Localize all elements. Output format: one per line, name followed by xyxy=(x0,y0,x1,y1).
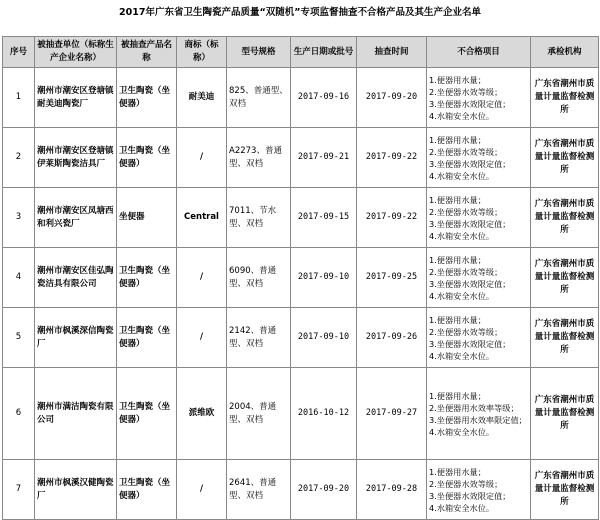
issue-item: 2.坐便器水效等级； xyxy=(429,86,503,97)
header-issues: 不合格项目 xyxy=(427,37,531,68)
production-date: 2016-10-12 xyxy=(291,368,357,460)
issue-item: 2.坐便器水效等级； xyxy=(429,266,503,277)
brand-name: Central xyxy=(177,188,227,248)
issue-item: 3.坐便器用水效率限定值； xyxy=(429,414,527,425)
product-name: 卫生陶瓷（坐便器） xyxy=(117,368,177,460)
brand-name: / xyxy=(177,248,227,308)
issues-list xyxy=(427,308,531,368)
company-name: 潮州市潮安区佳弘陶瓷洁具有限公司 xyxy=(35,248,117,308)
table-row xyxy=(3,460,599,520)
production-date: 2017-09-20 xyxy=(291,460,357,520)
issue-item: 4.水箱安全水位。 xyxy=(429,350,495,361)
document-title: 2017年广东省卫生陶瓷产品质量“双随机”专项监督抽查不合格产品及其生产企业名单 xyxy=(119,7,481,18)
issue-item: 3.坐便器水效限定值； xyxy=(429,490,511,501)
row-number: 5 xyxy=(3,308,35,368)
issue-item: 1.便器用水量； xyxy=(429,466,486,477)
table-row xyxy=(3,248,599,308)
row-number: 6 xyxy=(3,368,35,460)
header-model: 型号规格 xyxy=(227,37,291,68)
brand-name: / xyxy=(177,128,227,188)
issue-item: 2.坐便器水效等级； xyxy=(429,326,503,337)
company-name: 潮州市潮安区登塘镇耐美迪陶瓷厂 xyxy=(35,68,117,128)
issue-item: 1.便器用水量； xyxy=(429,194,486,205)
production-date: 2017-09-10 xyxy=(291,248,357,308)
issues-list xyxy=(427,248,531,308)
model-spec: 2142、普通型、双档 xyxy=(227,308,291,368)
product-name: 卫生陶瓷（坐便器） xyxy=(117,248,177,308)
row-number: 7 xyxy=(3,460,35,520)
model-spec: 2641、普通型、双档 xyxy=(227,460,291,520)
issue-item: 1.便器用水量； xyxy=(429,314,486,325)
production-date: 2017-09-15 xyxy=(291,188,357,248)
issue-item: 4.水箱安全水位。 xyxy=(429,502,495,513)
testing-agency: 广东省潮州市质量计量监督检测所 xyxy=(531,248,599,308)
issue-item: 3.坐便器水效限定值； xyxy=(429,218,511,229)
table-row xyxy=(3,368,599,460)
testing-agency: 广东省潮州市质量计量监督检测所 xyxy=(531,188,599,248)
header-company: 被抽查单位（标称生产企业名称） xyxy=(35,37,117,68)
issue-item: 1.便器用水量； xyxy=(429,254,486,265)
issues-list xyxy=(427,128,531,188)
issue-item: 2.坐便器用水效率等级； xyxy=(429,402,519,413)
issue-item: 4.水箱安全水位。 xyxy=(429,110,495,121)
issues-list xyxy=(427,460,531,520)
header-no: 序号 xyxy=(3,37,35,68)
product-name: 卫生陶瓷（坐便器） xyxy=(117,460,177,520)
table-row xyxy=(3,128,599,188)
testing-agency: 广东省潮州市质量计量监督检测所 xyxy=(531,308,599,368)
model-spec: A2273、普通型、双档 xyxy=(227,128,291,188)
check-date: 2017-09-22 xyxy=(357,188,427,248)
row-number: 4 xyxy=(3,248,35,308)
production-date: 2017-09-10 xyxy=(291,308,357,368)
issue-item: 1.便器用水量； xyxy=(429,390,486,401)
header-product: 被抽查产品名称 xyxy=(117,37,177,68)
model-spec: 6090、普通型、双档 xyxy=(227,248,291,308)
issue-item: 2.坐便器水效等级； xyxy=(429,146,503,157)
header-check-time: 抽查时间 xyxy=(357,37,427,68)
table-row xyxy=(3,68,599,128)
company-name: 潮州市满洁陶瓷有限公司 xyxy=(35,368,117,460)
issue-item: 3.坐便器水效限定值； xyxy=(429,278,511,289)
issue-item: 1.便器用水量； xyxy=(429,134,486,145)
header-agency: 承检机构 xyxy=(531,37,599,68)
nonconforming-products-table xyxy=(2,36,599,520)
issue-item: 4.水箱安全水位。 xyxy=(429,230,495,241)
issue-item: 2.坐便器水效等级； xyxy=(429,478,503,489)
issues-list xyxy=(427,368,531,460)
testing-agency: 广东省潮州市质量计量监督检测所 xyxy=(531,128,599,188)
testing-agency: 广东省潮州市质量计量监督检测所 xyxy=(531,460,599,520)
product-name: 卫生陶瓷（坐便器） xyxy=(117,68,177,128)
production-date: 2017-09-21 xyxy=(291,128,357,188)
check-date: 2017-09-20 xyxy=(357,68,427,128)
model-spec: 825、普通型、双档 xyxy=(227,68,291,128)
issue-item: 3.坐便器水效限定值； xyxy=(429,338,511,349)
row-number: 1 xyxy=(3,68,35,128)
brand-name: / xyxy=(177,308,227,368)
issue-item: 4.水箱安全水位。 xyxy=(429,426,495,437)
brand-name: / xyxy=(177,460,227,520)
check-date: 2017-09-27 xyxy=(357,368,427,460)
company-name: 潮州市枫溪汉健陶瓷厂 xyxy=(35,460,117,520)
company-name: 潮州市枫溪深信陶瓷厂 xyxy=(35,308,117,368)
check-date: 2017-09-22 xyxy=(357,128,427,188)
issue-item: 4.水箱安全水位。 xyxy=(429,290,495,301)
issues-list xyxy=(427,188,531,248)
testing-agency: 广东省潮州市质量计量监督检测所 xyxy=(531,368,599,460)
model-spec: 2004、普通型、双档 xyxy=(227,368,291,460)
row-number: 3 xyxy=(3,188,35,248)
product-name: 卫生陶瓷（坐便器） xyxy=(117,308,177,368)
issues-list xyxy=(427,68,531,128)
header-brand: 商标（标称） xyxy=(177,37,227,68)
issue-item: 2.坐便器水效等级； xyxy=(429,206,503,217)
product-name: 坐便器 xyxy=(117,188,177,248)
row-number: 2 xyxy=(3,128,35,188)
issue-item: 4.水箱安全水位。 xyxy=(429,170,495,181)
company-name: 潮州市潮安区凤塘西和利兴瓷厂 xyxy=(35,188,117,248)
table-row xyxy=(3,188,599,248)
issue-item: 3.坐便器水效限定值； xyxy=(429,98,511,109)
check-date: 2017-09-28 xyxy=(357,460,427,520)
header-row xyxy=(3,37,599,68)
issue-item: 3.坐便器水效限定值； xyxy=(429,158,511,169)
production-date: 2017-09-16 xyxy=(291,68,357,128)
table-row xyxy=(3,308,599,368)
testing-agency: 广东省潮州市质量计量监督检测所 xyxy=(531,68,599,128)
model-spec: 7011、节水型、双档 xyxy=(227,188,291,248)
brand-name: 耐美迪 xyxy=(177,68,227,128)
check-date: 2017-09-26 xyxy=(357,308,427,368)
issue-item: 1.便器用水量； xyxy=(429,74,486,85)
product-name: 卫生陶瓷（坐便器） xyxy=(117,128,177,188)
brand-name: 派维欧 xyxy=(177,368,227,460)
header-date: 生产日期或批号 xyxy=(291,37,357,68)
check-date: 2017-09-25 xyxy=(357,248,427,308)
company-name: 潮州市潮安区登塘镇伊莱斯陶瓷洁具厂 xyxy=(35,128,117,188)
